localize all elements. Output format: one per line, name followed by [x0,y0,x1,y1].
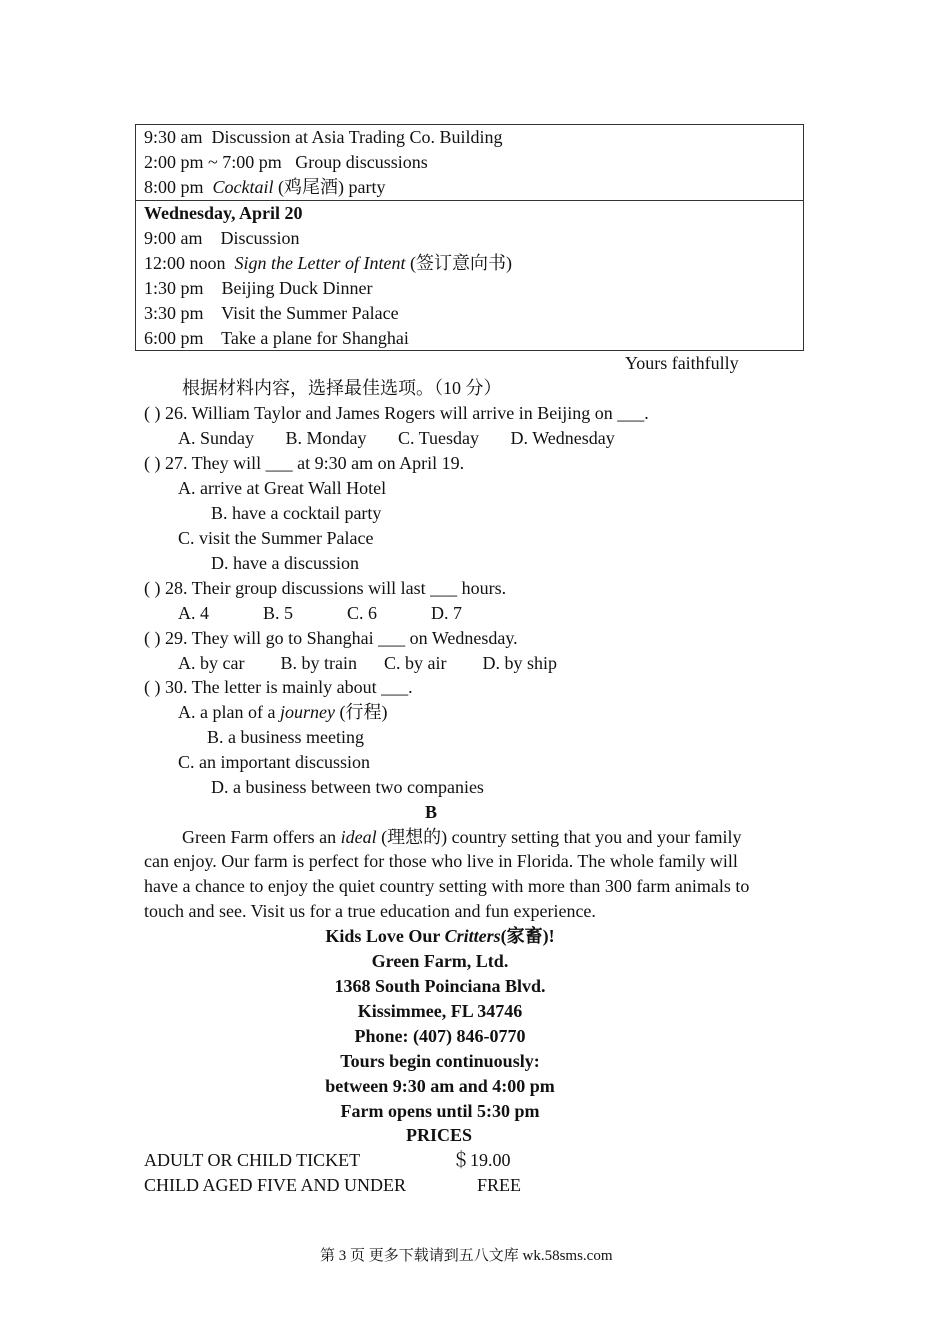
ad-company: Green Farm, Ltd. [371,951,509,971]
question-30-option-d: D. a business between two companies [211,777,484,797]
question-28: ( ) 28. Their group discussions will last ___ hours. [144,578,507,598]
ad-open-until: Farm opens until 5:30 pm [340,1101,540,1121]
price-label: ADULT OR CHILD TICKET [144,1150,361,1170]
schedule-row: 9:30 am Discussion at Asia Trading Co. Building [144,127,503,147]
question-27-option-d: D. have a discussion [211,553,359,573]
schedule-row: 6:00 pm Take a plane for Shanghai [144,328,409,348]
question-30-option-b: B. a business meeting [207,727,364,747]
price-label: CHILD AGED FIVE AND UNDER [144,1175,406,1195]
question-27-option-b: B. have a cocktail party [211,503,382,523]
prices-heading: PRICES [406,1125,473,1145]
passage-line: can enjoy. Our farm is perfect for those who live in Florida. The whole family will [144,851,738,871]
page-footer: 第 3 页 更多下载请到五八文库 wk.58sms.com [320,1248,613,1264]
question-26-options: A. Sunday B. Monday C. Tuesday D. Wednesday [178,428,615,448]
instruction: 根据材料内容，选择最佳选项。（10 分） [182,378,502,398]
ad-city: Kissimmee, FL 34746 [357,1001,523,1021]
passage-line: have a chance to enjoy the quiet country setting with more than 300 farm animals to [144,876,750,896]
passage-line: touch and see. Visit us for a true education and fun experience. [144,901,596,921]
schedule-row: 8:00 pm Cocktail (鸡尾酒) party [144,177,386,197]
question-27-option-a: A. arrive at Great Wall Hotel [178,478,387,498]
question-30-option-c: C. an important discussion [178,752,370,772]
question-27-option-c: C. visit the Summer Palace [178,528,374,548]
schedule-row: 12:00 noon Sign the Letter of Intent (签订意向书) [144,253,512,273]
question-27: ( ) 27. They will ___ at 9:30 am on April 19. [144,453,465,473]
question-26: ( ) 26. William Taylor and James Rogers will arrive in Beijing on ___. [144,403,649,423]
question-28-options: A. 4 B. 5 C. 6 D. 7 [178,603,463,623]
question-29: ( ) 29. They will go to Shanghai ___ on Wednesday. [144,628,518,648]
ad-slogan: Kids Love Our Critters(家畜)! [325,926,555,946]
schedule-row: 9:00 am Discussion [144,228,300,248]
wednesday-heading: Wednesday, April 20 [144,203,303,223]
letter-closing: Yours faithfully [625,353,739,373]
price-value: ＄19.00 [452,1150,511,1170]
price-value: FREE [477,1175,522,1195]
schedule-row: 3:30 pm Visit the Summer Palace [144,303,399,323]
ad-tours: Tours begin continuously: [340,1051,540,1071]
ad-phone: Phone: (407) 846-0770 [354,1026,526,1046]
question-29-options: A. by car B. by train C. by air D. by ship [178,653,557,673]
question-30: ( ) 30. The letter is mainly about ___. [144,677,413,697]
passage-line: Green Farm offers an ideal (理想的) country setting that you and your family [182,827,742,847]
ad-tour-hours: between 9:30 am and 4:00 pm [325,1076,555,1096]
schedule-row: 1:30 pm Beijing Duck Dinner [144,278,373,298]
question-30-option-a: A. a plan of a journey (行程) [178,702,388,722]
schedule-row: 2:00 pm ~ 7:00 pm Group discussions [144,152,428,172]
section-heading: B [425,802,438,822]
ad-street: 1368 South Poinciana Blvd. [334,976,546,996]
